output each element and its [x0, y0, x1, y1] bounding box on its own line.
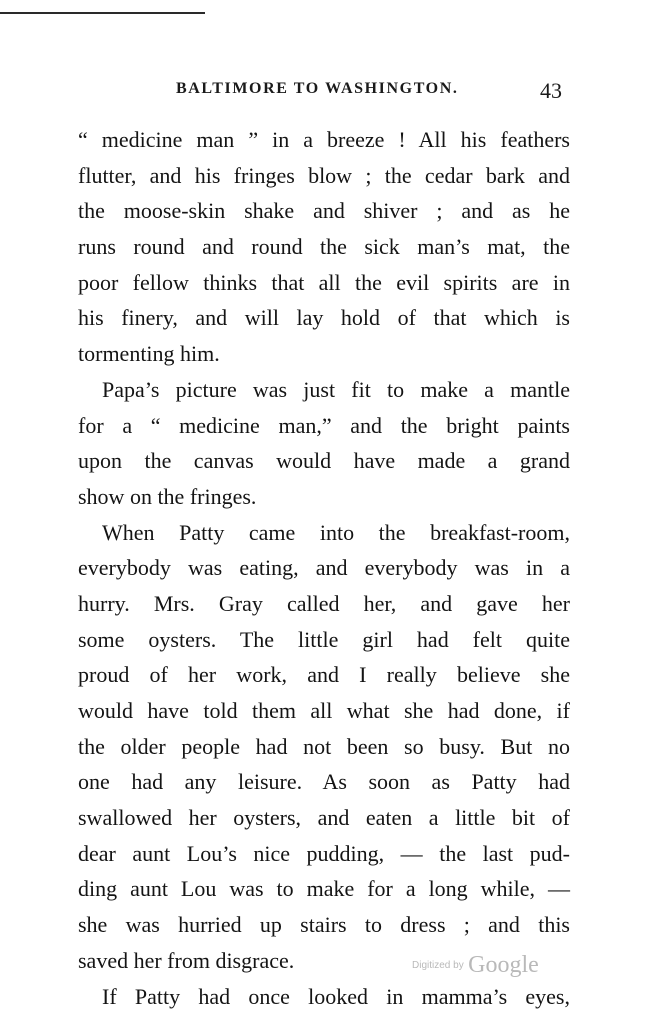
paragraph-start-line: When Patty came into the breakfast-room, — [78, 515, 570, 551]
page-header — [0, 78, 650, 108]
text-line: one had any leisure. As soon as Patty had — [78, 764, 570, 800]
text-line: “ medicine man ” in a breeze ! All his feathers — [78, 122, 570, 158]
text-line: hurry. Mrs. Gray called her, and gave her — [78, 586, 570, 622]
text-line: poor fellow thinks that all the evil spirits are in — [78, 265, 570, 301]
paragraph-start-line: If Patty had once looked in mamma’s eyes, — [78, 979, 570, 1014]
text-line: would have told them all what she had done, if — [78, 693, 570, 729]
text-line: dear aunt Lou’s nice pudding, — the last pud- — [78, 836, 570, 872]
text-line: upon the canvas would have made a grand — [78, 443, 570, 479]
text-line: flutter, and his fringes blow ; the cedar bark and — [78, 158, 570, 194]
paragraph-end-line: saved her from disgrace. — [78, 943, 570, 979]
paragraph-end-line: show on the fringes. — [78, 479, 570, 515]
page-number: 43 — [540, 78, 562, 104]
text-line: the older people had not been so busy. But no — [78, 729, 570, 765]
text-line: proud of her work, and I really believe she — [78, 657, 570, 693]
text-line: some oysters. The little girl had felt quite — [78, 622, 570, 658]
running-title: BALTIMORE TO WASHINGTON. — [176, 80, 459, 98]
body-text — [78, 122, 570, 1014]
text-line: ding aunt Lou was to make for a long while, — — [78, 871, 570, 907]
text-line: everybody was eating, and everybody was in a — [78, 550, 570, 586]
text-line: she was hurried up stairs to dress ; and this — [78, 907, 570, 943]
text-line: his finery, and will lay hold of that which is — [78, 300, 570, 336]
digitization-watermark — [412, 952, 539, 979]
watermark-prefix: Digitized by — [412, 960, 464, 971]
paragraph-start-line: Papa’s picture was just fit to make a mantle — [78, 372, 570, 408]
watermark-brand-logo: Google — [468, 952, 539, 978]
top-rule — [0, 12, 205, 14]
text-line: the moose-skin shake and shiver ; and as he — [78, 193, 570, 229]
paragraph-end-line: tormenting him. — [78, 336, 570, 372]
text-line: runs round and round the sick man’s mat, the — [78, 229, 570, 265]
text-line: for a “ medicine man,” and the bright paints — [78, 408, 570, 444]
text-line: swallowed her oysters, and eaten a little bit of — [78, 800, 570, 836]
